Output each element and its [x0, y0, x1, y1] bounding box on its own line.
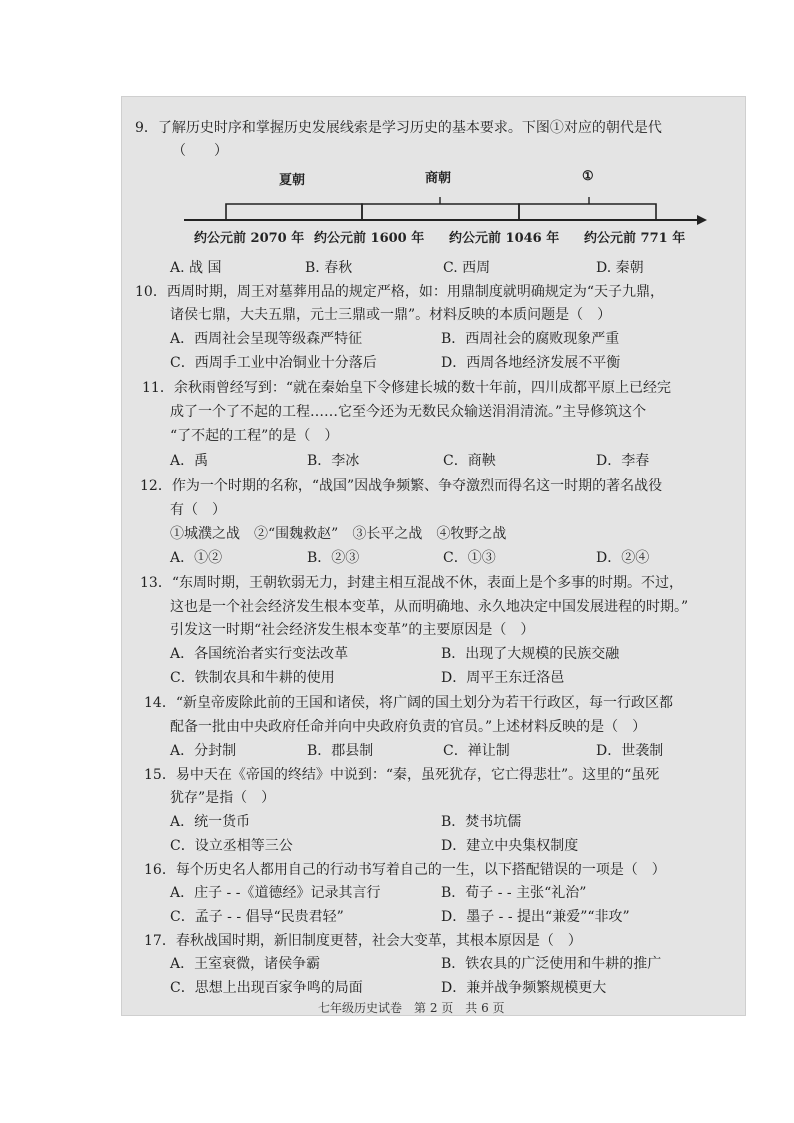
q12-stem-line-1: 12．作为一个时期的名称，“战国”因战争频繁、争夺激烈而得名这一时期的著名战役	[140, 478, 663, 494]
q16-stem-line-1: 16．每个历史名人都用自己的行动书写着自己的一生，以下搭配错误的一项是（ ）	[144, 862, 666, 878]
q9-stem-line-2: （ ）	[172, 143, 228, 159]
q9-option-c: C. 西周	[443, 260, 491, 276]
q13-option-c: C．铁制农具和牛耕的使用	[170, 670, 335, 686]
timeline-label-xia: 夏朝	[279, 173, 306, 188]
q10-option-c: C．西周手工业中冶铜业十分落后	[170, 355, 377, 371]
q12-option-d: D．②④	[596, 550, 650, 566]
q10-stem-line-2: 诸侯七鼎，大夫五鼎，元士三鼎或一鼎”。材料反映的本质问题是（ ）	[170, 307, 612, 323]
q15-option-a: A．统一货币	[170, 814, 251, 830]
q13-stem-line-3: 引发这一时期“社会经济发生根本变革”的主要原因是（ ）	[170, 622, 535, 638]
zhou-bracket	[519, 204, 656, 220]
q13-stem-line-2: 这也是一个社会经济发生根本变革，从而明确地、永久地决定中国发展进程的时期。”	[170, 599, 689, 615]
shang-bracket	[362, 204, 519, 220]
q15-option-b: B．焚书坑儒	[441, 814, 522, 830]
timeline-label-shang: 商朝	[425, 171, 452, 186]
q11-option-a: A．禹	[170, 453, 209, 469]
q11-option-b: B．李冰	[307, 453, 360, 469]
q14-option-a: A．分封制	[170, 743, 237, 759]
q16-option-c: C．孟子 - - 倡导“民贵君轻”	[170, 909, 344, 925]
q17-stem-line-1: 17．春秋战国时期，新旧制度更替，社会大变革，其根本原因是（ ）	[144, 933, 582, 949]
q11-stem-line-1: 11．余秋雨曾经写到：“就在秦始皇下令修建长城的数十年前，四川成都平原上已经完	[142, 380, 671, 396]
exam-page	[121, 96, 746, 1016]
q13-option-d: D．周平王东迁洛邑	[441, 670, 565, 686]
q10-option-d: D．西周各地经济发展不平衡	[441, 355, 621, 371]
q10-option-a: A．西周社会呈现等级森严特征	[170, 331, 363, 347]
q12-option-b: B．②③	[307, 550, 360, 566]
q16-option-b: B．荀子 - - 主张“礼治”	[441, 885, 587, 901]
q12-items: ①城濮之战 ②“围魏救赵” ③长平之战 ④牧野之战	[170, 526, 507, 542]
q14-option-d: D．世袭制	[596, 743, 664, 759]
timeline-date-2: 约公元前 1600 年	[314, 231, 425, 246]
q15-option-d: D．建立中央集权制度	[441, 838, 579, 854]
q17-option-d: D．兼并战争频繁规模更大	[441, 980, 607, 996]
timeline-date-4: 约公元前 771 年	[584, 231, 686, 246]
q15-option-c: C．设立丞相等三公	[170, 838, 293, 854]
q9-stem-line-1: 9．了解历史时序和掌握历史发展线索是学习历史的基本要求。下图①对应的朝代是代	[135, 120, 662, 136]
timeline-label-unknown: ①	[582, 169, 594, 184]
q10-stem-line-1: 10．西周时期，周王对墓葬用品的规定严格，如：用鼎制度就明确规定为“天子九鼎，	[135, 284, 664, 300]
q16-option-a: A．庄子 - -《道德经》记录其言行	[170, 885, 381, 901]
q13-stem-line-1: 13．“东周时期，王朝软弱无力，封建主相互混战不休，表面上是个多事的时期。不过，	[140, 575, 683, 591]
q14-stem-line-2: 配备一批由中央政府任命并向中央政府负责的官员。”上述材料反映的是（ ）	[170, 719, 647, 735]
q13-option-a: A．各国统治者实行变法改革	[170, 646, 349, 662]
q11-stem-line-2: 成了一个了不起的工程……它至今还为无数民众输送涓涓清流。”主导修筑这个	[170, 404, 647, 420]
q15-stem-line-1: 15．易中天在《帝国的终结》中说到：“秦，虽死犹存，它亡得悲壮”。这里的“虽死	[144, 767, 660, 783]
q16-option-d: D．墨子 - - 提出“兼爱”“非攻”	[441, 909, 630, 925]
q13-option-b: B．出现了大规模的民族交融	[441, 646, 620, 662]
q10-option-b: B．西周社会的腐败现象严重	[441, 331, 620, 347]
q9-option-b: B. 春秋	[305, 260, 353, 276]
q14-stem-line-1: 14．“新皇帝废除此前的王国和诸侯，将广阔的国土划分为若干行政区，每一行政区都	[144, 695, 673, 711]
timeline-date-1: 约公元前 2070 年	[194, 231, 305, 246]
q14-option-c: C．禅让制	[443, 743, 510, 759]
xia-bracket	[226, 204, 362, 220]
q12-option-a: A．①②	[170, 550, 223, 566]
page-footer: 七年级历史试卷 第 2 页 共 6 页	[318, 1001, 505, 1015]
q17-option-c: C．思想上出现百家争鸣的局面	[170, 980, 363, 996]
timeline-date-3: 约公元前 1046 年	[449, 231, 560, 246]
q11-option-c: C．商鞅	[443, 453, 496, 469]
q9-option-a: A. 战 国	[170, 260, 222, 276]
q12-option-c: C．①③	[443, 550, 496, 566]
q9-option-d: D. 秦朝	[596, 260, 644, 276]
q11-option-d: D．李春	[596, 453, 650, 469]
q17-option-b: B．铁农具的广泛使用和牛耕的推广	[441, 956, 662, 972]
q17-option-a: A．王室衰微，诸侯争霸	[170, 956, 321, 972]
q14-option-b: B．郡县制	[307, 743, 374, 759]
timeline-arrow-icon	[697, 215, 707, 225]
q11-stem-line-3: “了不起的工程”的是（ ）	[170, 428, 339, 444]
q15-stem-line-2: 犹存”是指（ ）	[170, 790, 276, 806]
q12-stem-line-2: 有（ ）	[170, 502, 226, 518]
